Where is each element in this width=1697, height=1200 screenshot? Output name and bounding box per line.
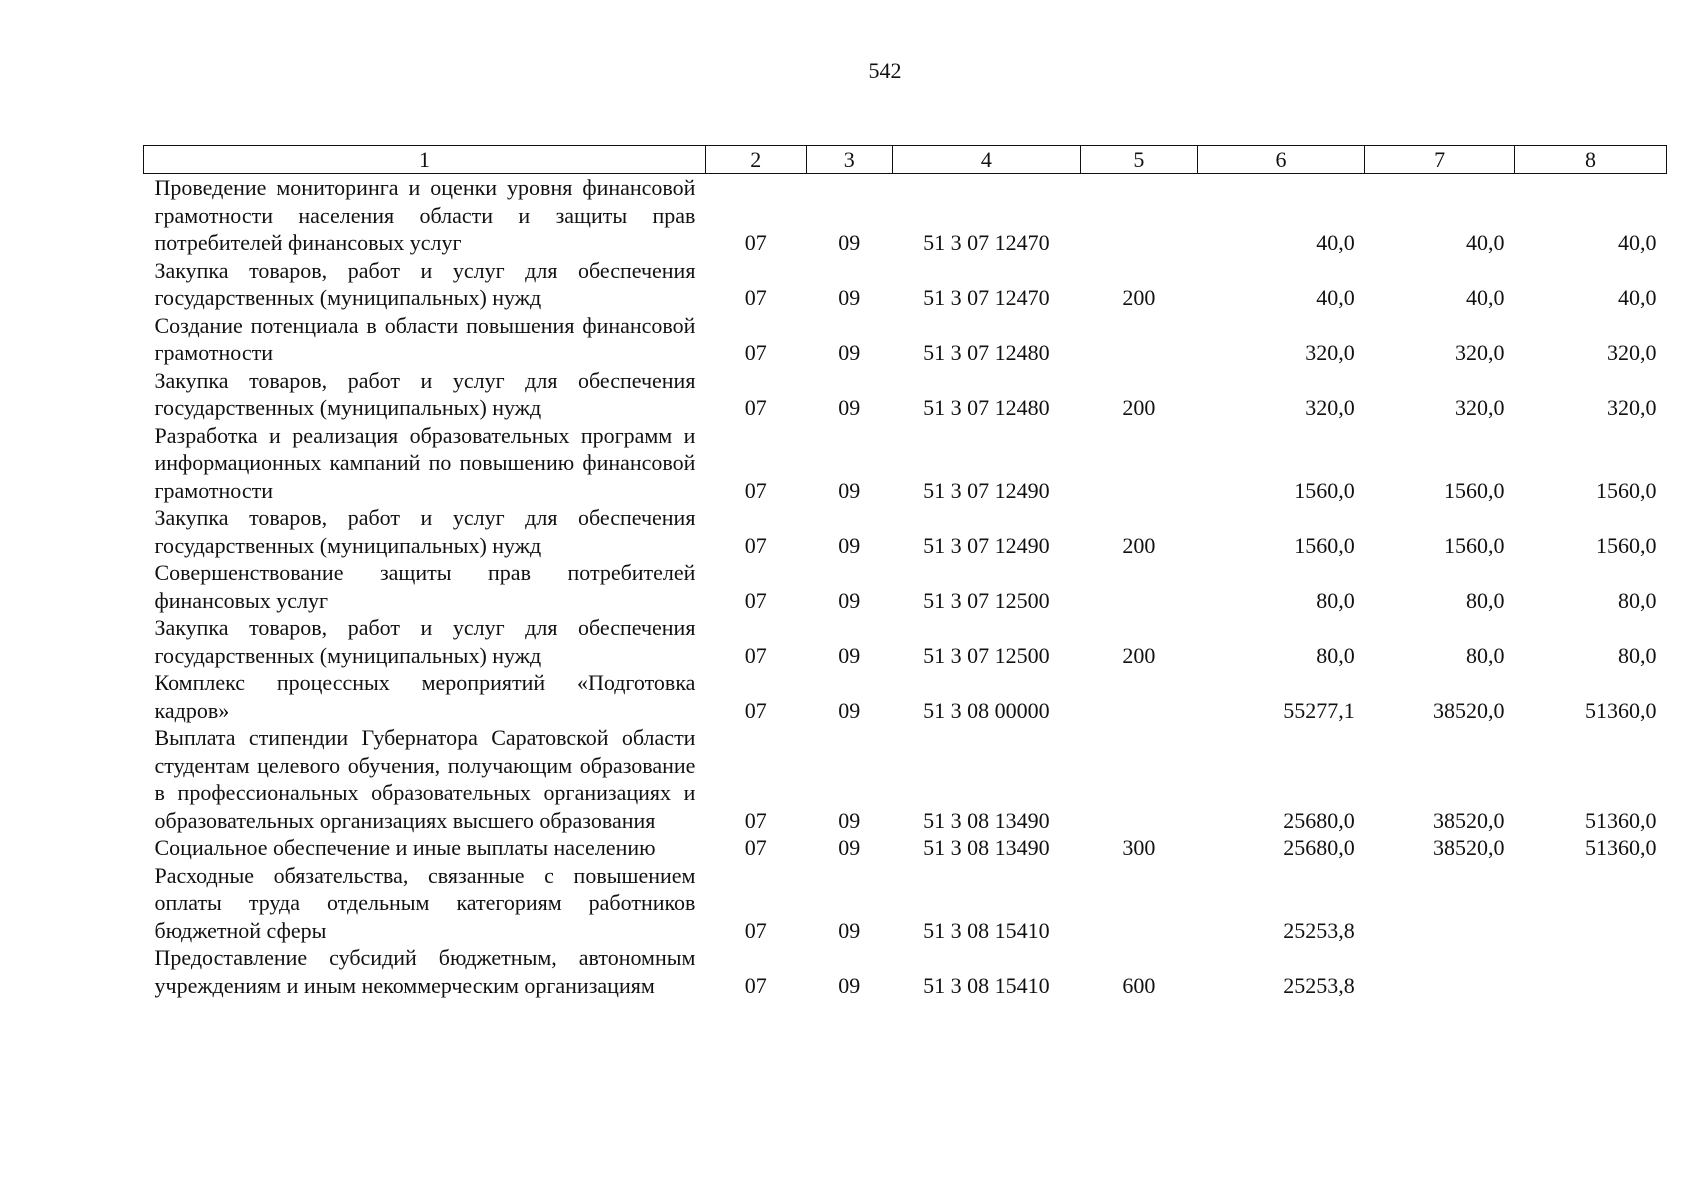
section-code: 07 (744, 340, 767, 365)
subsection-code: 09 (838, 230, 861, 255)
amount-year-2: 40,0 (1465, 230, 1505, 255)
expense-type-code (1080, 312, 1197, 367)
amount-year-2: 320,0 (1454, 340, 1505, 365)
row-description: Проведение мониторинга и оценки уровня финансовой грамотности населения области и защиты прав потребителей финансовых услуг (154, 175, 696, 255)
table-header-row (144, 146, 1667, 174)
table-row (144, 257, 1667, 312)
row-description: Комплекс процессных мероприятий «Подготовка кадров» (154, 670, 696, 723)
subsection-code: 09 (838, 807, 861, 833)
target-article-code: 51 3 08 00000 (923, 697, 1050, 723)
expense-type-code: 600 (1122, 972, 1156, 998)
section-code: 07 (744, 395, 767, 420)
target-article-code: 51 3 07 12490 (923, 532, 1050, 558)
row-description: Предоставление субсидий бюджетным, автономным учреждениям и иным некоммерческим организациям (154, 945, 696, 998)
row-description: Создание потенциала в области повышения финансовой грамотности (154, 312, 696, 365)
target-article-code: 51 3 08 15410 (923, 972, 1050, 998)
section-code: 07 (744, 587, 767, 613)
page-number: 542 (868, 58, 902, 83)
amount-year-2 (1365, 944, 1515, 999)
expense-type-code (1080, 669, 1197, 724)
section-code: 07 (744, 835, 767, 860)
subsection-code: 09 (838, 532, 861, 558)
column-header: 2 (705, 146, 806, 174)
subsection-code: 09 (838, 285, 861, 310)
column-header: 6 (1197, 146, 1364, 174)
section-code: 07 (744, 477, 767, 503)
target-article-code: 51 3 08 13490 (923, 835, 1050, 860)
row-description: Закупка товаров, работ и услуг для обеспечения государственных (муниципальных) нужд (154, 367, 696, 420)
table-row (144, 724, 1667, 834)
subsection-code: 09 (838, 395, 861, 420)
section-code: 07 (744, 917, 767, 943)
target-article-code: 51 3 07 12480 (923, 340, 1050, 365)
section-code: 07 (744, 230, 767, 255)
amount-year-1: 25253,8 (1283, 917, 1355, 943)
target-article-code: 51 3 07 12470 (923, 285, 1050, 310)
amount-year-3: 320,0 (1607, 395, 1657, 420)
subsection-code: 09 (838, 697, 861, 723)
table-row (144, 422, 1667, 505)
table-row (144, 862, 1667, 945)
section-code: 07 (744, 972, 767, 998)
amount-year-2: 1560,0 (1443, 477, 1505, 503)
column-header: 1 (144, 146, 706, 174)
row-description: Расходные обязательства, связанные с повышением оплаты труда отдельным категориям работников бюджетной сферы (154, 862, 696, 943)
target-article-code: 51 3 07 12500 (923, 642, 1050, 668)
amount-year-1: 320,0 (1305, 395, 1355, 420)
amount-year-2: 1560,0 (1443, 532, 1505, 558)
amount-year-3: 40,0 (1618, 285, 1657, 310)
target-article-code: 51 3 07 12480 (923, 395, 1050, 420)
amount-year-2: 38520,0 (1432, 697, 1505, 723)
target-article-code: 51 3 07 12500 (923, 587, 1050, 613)
table-row (144, 312, 1667, 367)
amount-year-2: 38520,0 (1432, 807, 1505, 833)
amount-year-1: 80,0 (1316, 642, 1355, 668)
section-code: 07 (744, 697, 767, 723)
subsection-code: 09 (838, 642, 861, 668)
subsection-code: 09 (838, 917, 861, 943)
target-article-code: 51 3 08 13490 (923, 807, 1050, 833)
column-header: 3 (806, 146, 892, 174)
row-description: Социальное обеспечение и иные выплаты населению (154, 835, 656, 860)
row-description: Выплата стипендии Губернатора Саратовской области студентам целевого обучения, получающим образование в профессиональных образовательных организациях и образовательных организациях высшего образования (154, 725, 696, 833)
amount-year-3: 1560,0 (1596, 477, 1657, 503)
expense-type-code: 200 (1122, 285, 1156, 310)
amount-year-1: 40,0 (1316, 230, 1355, 255)
row-description: Закупка товаров, работ и услуг для обеспечения государственных (муниципальных) нужд (154, 257, 696, 310)
expense-type-code: 300 (1122, 835, 1156, 860)
column-header: 5 (1080, 146, 1197, 174)
table-row (144, 944, 1667, 999)
amount-year-2: 80,0 (1465, 642, 1505, 668)
amount-year-2: 320,0 (1454, 395, 1505, 420)
amount-year-1: 80,0 (1316, 587, 1355, 613)
expense-type-code (1080, 174, 1197, 257)
amount-year-1: 1560,0 (1294, 477, 1355, 503)
section-code: 07 (744, 807, 767, 833)
subsection-code: 09 (838, 972, 861, 998)
amount-year-1: 40,0 (1316, 285, 1355, 310)
row-description: Разработка и реализация образовательных программ и информационных кампаний по повышению финансовой грамотности (154, 422, 696, 503)
column-header: 7 (1365, 146, 1515, 174)
amount-year-1: 1560,0 (1294, 532, 1355, 558)
section-code: 07 (744, 285, 767, 310)
section-code: 07 (744, 532, 767, 558)
amount-year-3 (1514, 944, 1666, 999)
row-description: Совершенствование защиты прав потребителей финансовых услуг (154, 560, 696, 613)
subsection-code: 09 (838, 587, 861, 613)
amount-year-2: 40,0 (1465, 285, 1505, 310)
amount-year-3: 51360,0 (1585, 835, 1657, 860)
table-row (144, 504, 1667, 559)
table-body (144, 174, 1667, 1000)
row-description: Закупка товаров, работ и услуг для обеспечения государственных (муниципальных) нужд (154, 505, 696, 558)
expense-type-code (1080, 862, 1197, 945)
amount-year-3: 320,0 (1607, 340, 1657, 365)
expense-type-code: 200 (1122, 395, 1156, 420)
amount-year-2: 38520,0 (1432, 835, 1505, 860)
budget-table (143, 145, 1667, 999)
amount-year-1: 25680,0 (1283, 835, 1355, 860)
table-row (144, 559, 1667, 614)
section-code: 07 (744, 642, 767, 668)
table-row (144, 174, 1667, 257)
expense-type-code (1080, 724, 1197, 834)
table-row (144, 834, 1667, 862)
amount-year-1: 25680,0 (1283, 807, 1355, 833)
subsection-code: 09 (838, 835, 861, 860)
amount-year-1: 25253,8 (1283, 972, 1355, 998)
amount-year-2: 80,0 (1465, 587, 1505, 613)
amount-year-3 (1514, 862, 1666, 945)
target-article-code: 51 3 07 12490 (923, 477, 1050, 503)
column-header: 4 (892, 146, 1080, 174)
expense-type-code: 200 (1122, 532, 1156, 558)
amount-year-3: 80,0 (1618, 587, 1657, 613)
amount-year-3: 40,0 (1618, 230, 1657, 255)
amount-year-3: 1560,0 (1596, 532, 1657, 558)
expense-type-code (1080, 559, 1197, 614)
expense-type-code (1080, 422, 1197, 505)
amount-year-3: 80,0 (1618, 642, 1657, 668)
table-row (144, 614, 1667, 669)
subsection-code: 09 (838, 477, 861, 503)
target-article-code: 51 3 08 15410 (923, 917, 1050, 943)
amount-year-1: 55277,1 (1283, 697, 1355, 723)
expense-type-code: 200 (1122, 642, 1156, 668)
table-row (144, 367, 1667, 422)
target-article-code: 51 3 07 12470 (923, 230, 1050, 255)
amount-year-3: 51360,0 (1585, 697, 1657, 723)
row-description: Закупка товаров, работ и услуг для обеспечения государственных (муниципальных) нужд (154, 615, 696, 668)
amount-year-2 (1365, 862, 1515, 945)
column-header: 8 (1514, 146, 1666, 174)
table-row (144, 669, 1667, 724)
amount-year-3: 51360,0 (1585, 807, 1657, 833)
amount-year-1: 320,0 (1305, 340, 1355, 365)
subsection-code: 09 (838, 340, 861, 365)
